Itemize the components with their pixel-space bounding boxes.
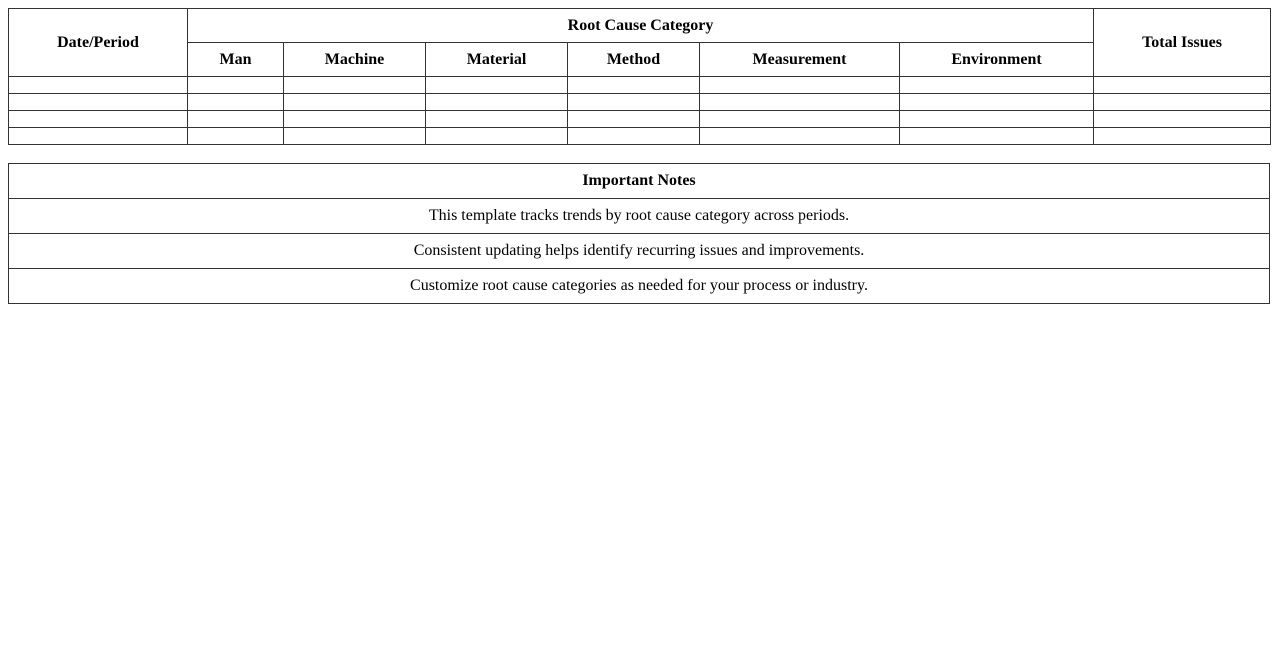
table-cell[interactable] — [700, 128, 900, 145]
category-header-method: Method — [568, 43, 700, 77]
table-cell[interactable] — [9, 128, 188, 145]
table-cell[interactable] — [9, 111, 188, 128]
table-cell[interactable] — [188, 128, 284, 145]
category-subheader-row — [9, 43, 1271, 77]
note-row — [9, 199, 1270, 234]
note-item: Customize root cause categories as needed for your process or industry. — [9, 269, 1270, 304]
table-row — [9, 77, 1271, 94]
table-cell[interactable] — [700, 111, 900, 128]
important-notes-table — [8, 163, 1270, 304]
table-cell[interactable] — [700, 94, 900, 111]
table-cell[interactable] — [9, 94, 188, 111]
table-cell[interactable] — [284, 77, 426, 94]
table-cell[interactable] — [1094, 94, 1271, 111]
date-period-header: Date/Period — [9, 9, 188, 77]
table-cell[interactable] — [284, 111, 426, 128]
table-cell[interactable] — [1094, 77, 1271, 94]
root-cause-tracking-table — [8, 8, 1271, 145]
table-cell[interactable] — [568, 77, 700, 94]
notes-header-row — [9, 164, 1270, 199]
table-cell[interactable] — [900, 128, 1094, 145]
table-header-row — [9, 9, 1271, 43]
note-row — [9, 234, 1270, 269]
table-cell[interactable] — [9, 77, 188, 94]
root-cause-category-header: Root Cause Category — [188, 9, 1094, 43]
table-cell[interactable] — [426, 128, 568, 145]
table-cell[interactable] — [900, 94, 1094, 111]
table-row — [9, 128, 1271, 145]
table-cell[interactable] — [900, 77, 1094, 94]
table-cell[interactable] — [700, 77, 900, 94]
category-header-machine: Machine — [284, 43, 426, 77]
table-cell[interactable] — [1094, 128, 1271, 145]
total-issues-header: Total Issues — [1094, 9, 1271, 77]
table-cell[interactable] — [188, 111, 284, 128]
note-item: This template tracks trends by root cause category across periods. — [9, 199, 1270, 234]
table-cell[interactable] — [1094, 111, 1271, 128]
table-cell[interactable] — [426, 111, 568, 128]
notes-title: Important Notes — [9, 164, 1270, 199]
table-row — [9, 111, 1271, 128]
table-cell[interactable] — [568, 128, 700, 145]
table-cell[interactable] — [568, 111, 700, 128]
table-cell[interactable] — [188, 77, 284, 94]
category-header-measurement: Measurement — [700, 43, 900, 77]
table-cell[interactable] — [426, 77, 568, 94]
table-cell[interactable] — [568, 94, 700, 111]
table-cell[interactable] — [188, 94, 284, 111]
note-item: Consistent updating helps identify recurring issues and improvements. — [9, 234, 1270, 269]
note-row — [9, 269, 1270, 304]
table-row — [9, 94, 1271, 111]
table-cell[interactable] — [426, 94, 568, 111]
category-header-material: Material — [426, 43, 568, 77]
table-cell[interactable] — [284, 94, 426, 111]
category-header-man: Man — [188, 43, 284, 77]
table-cell[interactable] — [900, 111, 1094, 128]
table-cell[interactable] — [284, 128, 426, 145]
category-header-environment: Environment — [900, 43, 1094, 77]
document-page — [8, 8, 1270, 304]
